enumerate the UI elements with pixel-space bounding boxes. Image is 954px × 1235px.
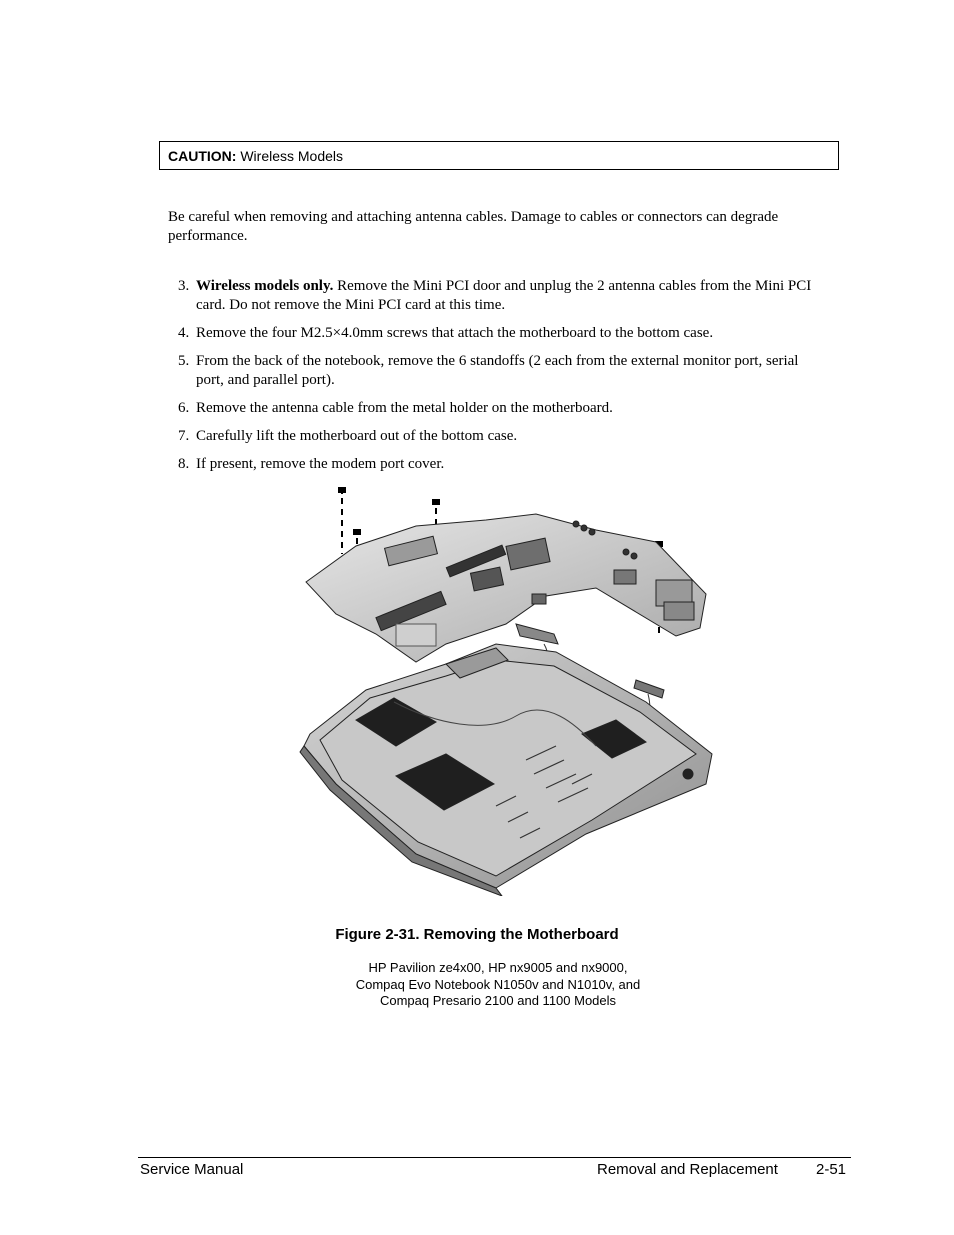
step-text: Remove the antenna cable from the metal holder on the motherboard. xyxy=(196,400,613,416)
steps-list xyxy=(168,277,828,483)
step-number: 7. xyxy=(178,428,190,444)
figure-models xyxy=(0,960,954,1010)
step-item xyxy=(168,399,828,418)
step-text: Carefully lift the motherboard out of the bottom case. xyxy=(196,428,518,444)
caution-label: CAUTION: xyxy=(168,148,237,164)
step-text: From the back of the notebook, remove the 6 standoffs (2 each from the external monitor port, serial port, and parallel port). xyxy=(196,353,799,388)
step-item xyxy=(168,455,828,474)
caution-paragraph: Be careful when removing and attaching antenna cables. Damage to cables or connectors can degrade performance. xyxy=(168,209,779,244)
step-number: 4. xyxy=(178,325,190,341)
step-number: 5. xyxy=(178,353,190,369)
step-text: If present, remove the modem port cover. xyxy=(196,456,445,472)
figure-caption: Figure 2-31. Removing the Motherboard xyxy=(335,926,619,943)
caution-text: Wireless Models xyxy=(240,148,344,164)
motherboard xyxy=(306,514,706,662)
step-number: 3. xyxy=(178,278,190,294)
footer-page-number: 2-51 xyxy=(816,1161,847,1178)
step-item xyxy=(168,352,828,390)
step-item xyxy=(168,427,828,446)
step-number: 8. xyxy=(178,456,190,472)
footer-divider xyxy=(138,1157,851,1158)
footer-manual-title: Service Manual xyxy=(140,1161,244,1178)
step-text: Remove the four M2.5×4.0mm screws that attach the motherboard to the bottom case. xyxy=(196,325,714,341)
model-line: HP Pavilion ze4x00, HP nx9005 and nx9000, xyxy=(368,960,628,975)
motherboard-removal-illustration xyxy=(296,484,716,896)
caution-box xyxy=(159,141,839,170)
model-line: Compaq Evo Notebook N1050v and N1010v, and xyxy=(355,976,641,992)
bottom-case xyxy=(300,644,712,896)
screw-icon xyxy=(339,488,345,554)
model-line: Compaq Presario 2100 and 1100 Models xyxy=(379,993,617,1008)
step-item xyxy=(168,277,828,315)
footer-chapter-title: Removal and Replacement xyxy=(597,1161,778,1178)
step-text: Remove the Mini PCI door and unplug the 2 antenna cables from the Mini PCI card. Do not remove the Mini PCI card at this time. xyxy=(196,278,812,313)
step-bold-text: Wireless models only. xyxy=(196,278,334,294)
step-number: 6. xyxy=(178,400,190,416)
step-item xyxy=(168,324,828,343)
